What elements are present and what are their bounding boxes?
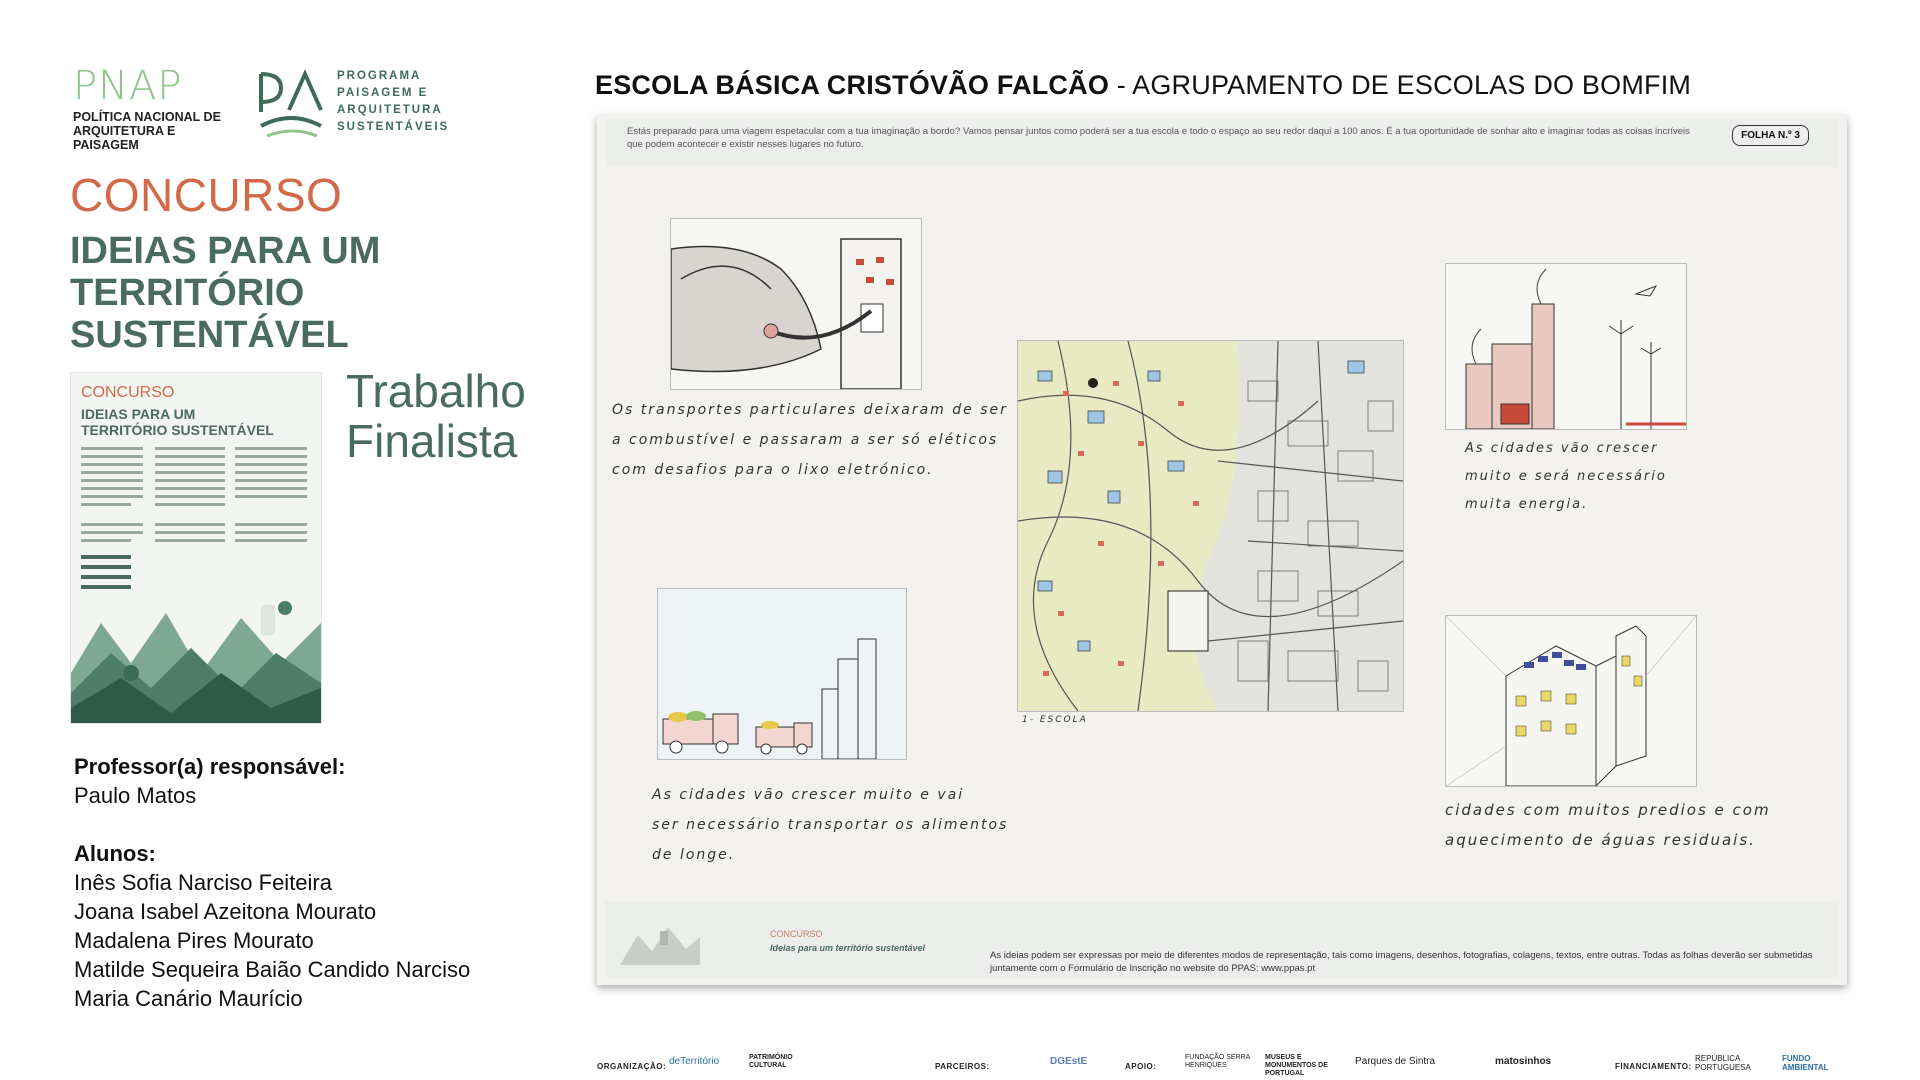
pnap-mark: PNAP — [73, 63, 183, 109]
tall-buildings-sketch — [1446, 616, 1696, 786]
contest-title — [70, 230, 450, 356]
school-name: ESCOLA BÁSICA CRISTÓVÃO FALCÃO — [595, 70, 1110, 100]
fundacao-serra-henriques-logo: FUNDAÇÃO SERRA HENRIQUES — [1185, 1054, 1250, 1069]
finalist-label — [346, 366, 526, 466]
ppas-line4: SUSTENTÁVEIS — [337, 121, 450, 133]
caption-food-transport-line2: ser necessário transportar os alimentos — [652, 817, 1009, 833]
caption-electric-car — [612, 395, 1008, 485]
caption-tall-buildings — [1445, 795, 1771, 855]
fundo-ambiental-logo: FUNDO AMBIENTAL — [1782, 1054, 1829, 1072]
drawing-neighborhood-map — [1017, 340, 1404, 712]
food-transport-sketch — [658, 589, 906, 759]
poster-concurso: CONCURSO — [81, 384, 175, 401]
caption-electric-car-line3: com desafios para o lixo eletrónico. — [612, 462, 934, 478]
pnap-subtitle-line2: ARQUITETURA E PAISAGEM — [73, 124, 176, 152]
museus-monumentos-logo: MUSEUS E MONUMENTOS DE PORTUGAL — [1265, 1054, 1328, 1077]
ppas-line2: PAISAGEM E — [337, 87, 429, 99]
drawing-tall-buildings — [1445, 615, 1697, 787]
republica-portuguesa-logo: REPÚBLICA PORTUGUESA — [1695, 1054, 1751, 1072]
alunos-label: Alunos: — [74, 841, 156, 866]
pa-mark-icon — [255, 66, 335, 140]
contest-title-line3: SUSTENTÁVEL — [70, 314, 349, 356]
sheet-number-badge: FOLHA N.º 3 — [1732, 125, 1809, 146]
neighborhood-map-sketch — [1018, 341, 1403, 711]
poster-title-line1: IDEIAS PARA UM — [81, 406, 196, 422]
footer-title: Ideias para um território sustentável — [770, 943, 926, 953]
submission-sheet — [597, 115, 1847, 985]
contest-poster-thumbnail — [70, 372, 322, 724]
caption-energy-city — [1465, 435, 1667, 519]
ppas-wordmark — [337, 68, 449, 136]
poster-illustration — [71, 373, 321, 723]
pnap-subtitle-line1: POLÍTICA NACIONAL DE — [73, 110, 221, 124]
caption-tall-buildings-line1: cidades com muitos predios e com — [1445, 801, 1771, 819]
energy-city-sketch — [1446, 264, 1686, 429]
sheet-footer — [605, 901, 1839, 977]
dgterritorio-logo: deTerritório — [669, 1056, 720, 1067]
caption-food-transport — [652, 780, 1008, 870]
concurso-label: CONCURSO — [70, 169, 343, 221]
pnap-logo — [73, 63, 243, 152]
finalist-label-line2: Finalista — [346, 415, 518, 467]
ppas-logo — [255, 66, 455, 140]
school-title — [595, 70, 1691, 101]
student-name: Joana Isabel Azeitona Mourato — [74, 899, 377, 924]
footer-concurso: CONCURSO — [770, 929, 823, 939]
caption-food-transport-line3: de longe. — [652, 847, 736, 863]
sheet-header — [607, 119, 1837, 167]
caption-energy-city-line2: muito e será necessário — [1465, 469, 1667, 484]
school-group: - AGRUPAMENTO DE ESCOLAS DO BOMFIM — [1109, 70, 1692, 100]
patrimonio-cultural-logo: PATRIMÓNIO CULTURAL — [749, 1054, 793, 1069]
dgeste-logo: DGEstE — [1050, 1056, 1088, 1067]
student-name: Madalena Pires Mourato — [74, 928, 314, 953]
parques-sintra-logo: Parques de Sintra — [1355, 1056, 1436, 1067]
caption-energy-city-line1: As cidades vão crescer — [1465, 441, 1659, 456]
drawing-energy-city — [1445, 263, 1687, 430]
footer-note: As ideias podem ser expressas por meio de diferentes modos de representação, tais como imagens, desenhos, fotografias, colagens, textos, entre outras. Todas as folhas deverão ser submetidas juntamente com o Formulário de Inscrição no website do PPAS: www.ppas.pt — [990, 950, 1813, 974]
professor-label: Professor(a) responsável: — [74, 754, 346, 779]
sheet-intro-text: Estás preparado para uma viagem espetacular com a tua imaginação a bordo? Vamos pensar juntos como poderá ser a tua escola e todo o espaço ao seu redor daqui a 100 anos. É a tua oportunidade de sonhar alto e imaginar todas as coisas incríveis que podem acontecer e existir nesses lugares no futuro. — [627, 126, 1690, 150]
parceiros-label: PARCEIROS: — [935, 1062, 990, 1071]
drawing-electric-car — [670, 218, 922, 390]
professor-name: Paulo Matos — [74, 783, 197, 808]
ppas-line1: PROGRAMA — [337, 70, 422, 82]
matosinhos-logo: matosinhos — [1495, 1056, 1552, 1067]
caption-energy-city-line3: muita energia. — [1465, 497, 1589, 512]
ppas-line3: ARQUITETURA — [337, 104, 443, 116]
sponsors-strip — [597, 1052, 1847, 1080]
caption-electric-car-line1: Os transportes particulares deixaram de ser — [612, 402, 1008, 418]
financiamento-label: FINANCIAMENTO: — [1615, 1062, 1692, 1071]
student-name: Inês Sofia Narciso Feiteira — [74, 870, 332, 895]
drawing-food-transport — [657, 588, 907, 760]
student-name: Matilde Sequeira Baião Candido Narciso — [74, 957, 471, 982]
caption-food-transport-line1: As cidades vão crescer muito e vai — [652, 787, 965, 803]
map-label: 1- ESCOLA — [1022, 715, 1088, 725]
pnap-subtitle — [73, 110, 243, 152]
contest-title-line1: IDEIAS PARA UM — [70, 230, 381, 272]
footer-landscape-icon — [620, 915, 700, 965]
caption-tall-buildings-line2: aquecimento de águas residuais. — [1445, 831, 1756, 849]
student-name: Maria Canário Maurício — [74, 986, 303, 1011]
electric-car-sketch — [671, 219, 921, 389]
caption-electric-car-line2: a combustível e passaram a ser só eléticos — [612, 432, 999, 448]
organizacao-label: ORGANIZAÇÃO: — [597, 1062, 667, 1071]
contest-title-line2: TERRITÓRIO — [70, 272, 305, 314]
poster-title-line2: TERRITÓRIO SUSTENTÁVEL — [81, 422, 274, 438]
apoio-label: APOIO: — [1125, 1062, 1157, 1071]
sheet-footer-branding — [620, 913, 990, 967]
finalist-label-line1: Trabalho — [346, 365, 526, 417]
credits — [74, 752, 470, 1013]
